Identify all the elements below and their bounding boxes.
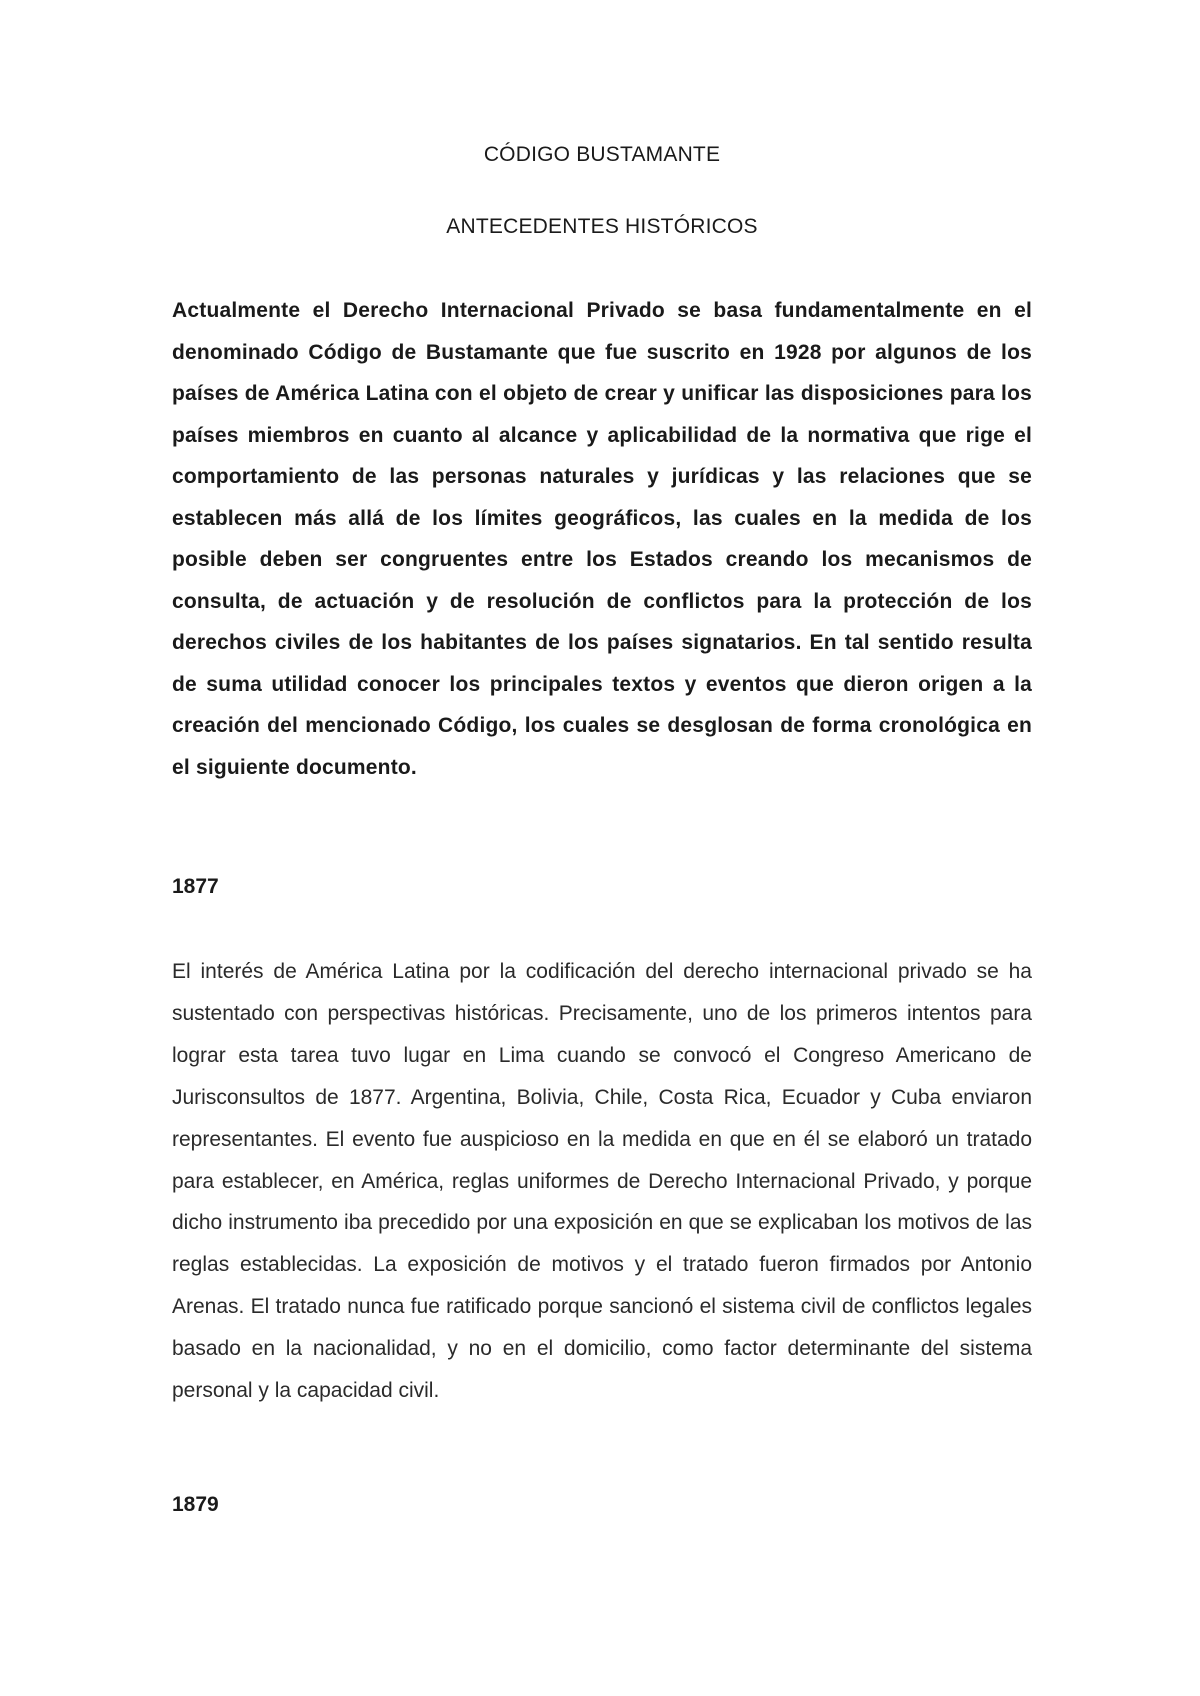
intro-paragraph: Actualmente el Derecho Internacional Privado se basa fundamentalmente en el denominado Código de Bustamante que fue suscrito en 1928 por algunos de los países de América Latina con el objeto de crear y unificar las disposiciones para los países miembros en cuanto al alcance y aplicabilidad de la normativa que rige el comportamiento de las personas naturales y jurídicas y las relaciones que se establecen más allá de los límites geográficos, las cuales en la medida de los posible deben ser congruentes entre los Estados creando los mecanismos de consulta, de actuación y de resolución de conflictos para la protección de los derechos civiles de los habitantes de los países signatarios. En tal sentido resulta de suma utilidad conocer los principales textos y eventos que dieron origen a la creación del mencionado Código, los cuales se desglosan de forma cronológica en el siguiente documento. bbox=[172, 299, 1032, 779]
section-year-1879: 1879 bbox=[172, 1493, 219, 1516]
section-paragraph-1877: El interés de América Latina por la codificación del derecho internacional privado se ha sustentado con perspectivas históricas. Precisamente, uno de los primeros intentos para lograr esta tarea tuvo lugar en Lima cuando se convocó el Congreso Americano de Jurisconsultos de 1877. Argentina, Bolivia, Chile, Costa Rica, Ecuador y Cuba enviaron representantes. El evento fue auspicioso en la medida en que en él se elaboró un tratado para establecer, en América, reglas uniformes de Derecho Internacional Privado, y porque dicho instrumento iba precedido por una exposición en que se explicaban los motivos de las reglas establecidas. La exposición de motivos y el tratado fueron firmados por Antonio Arenas. El tratado nunca fue ratificado porque sancionó el sistema civil de conflictos legales basado en la nacionalidad, y no en el domicilio, como factor determinante del sistema personal y la capacidad civil. bbox=[172, 960, 1032, 1403]
document-subtitle: ANTECEDENTES HISTÓRICOS bbox=[446, 215, 758, 238]
document-title: CÓDIGO BUSTAMANTE bbox=[483, 143, 721, 166]
section-year-1877: 1877 bbox=[172, 875, 219, 898]
